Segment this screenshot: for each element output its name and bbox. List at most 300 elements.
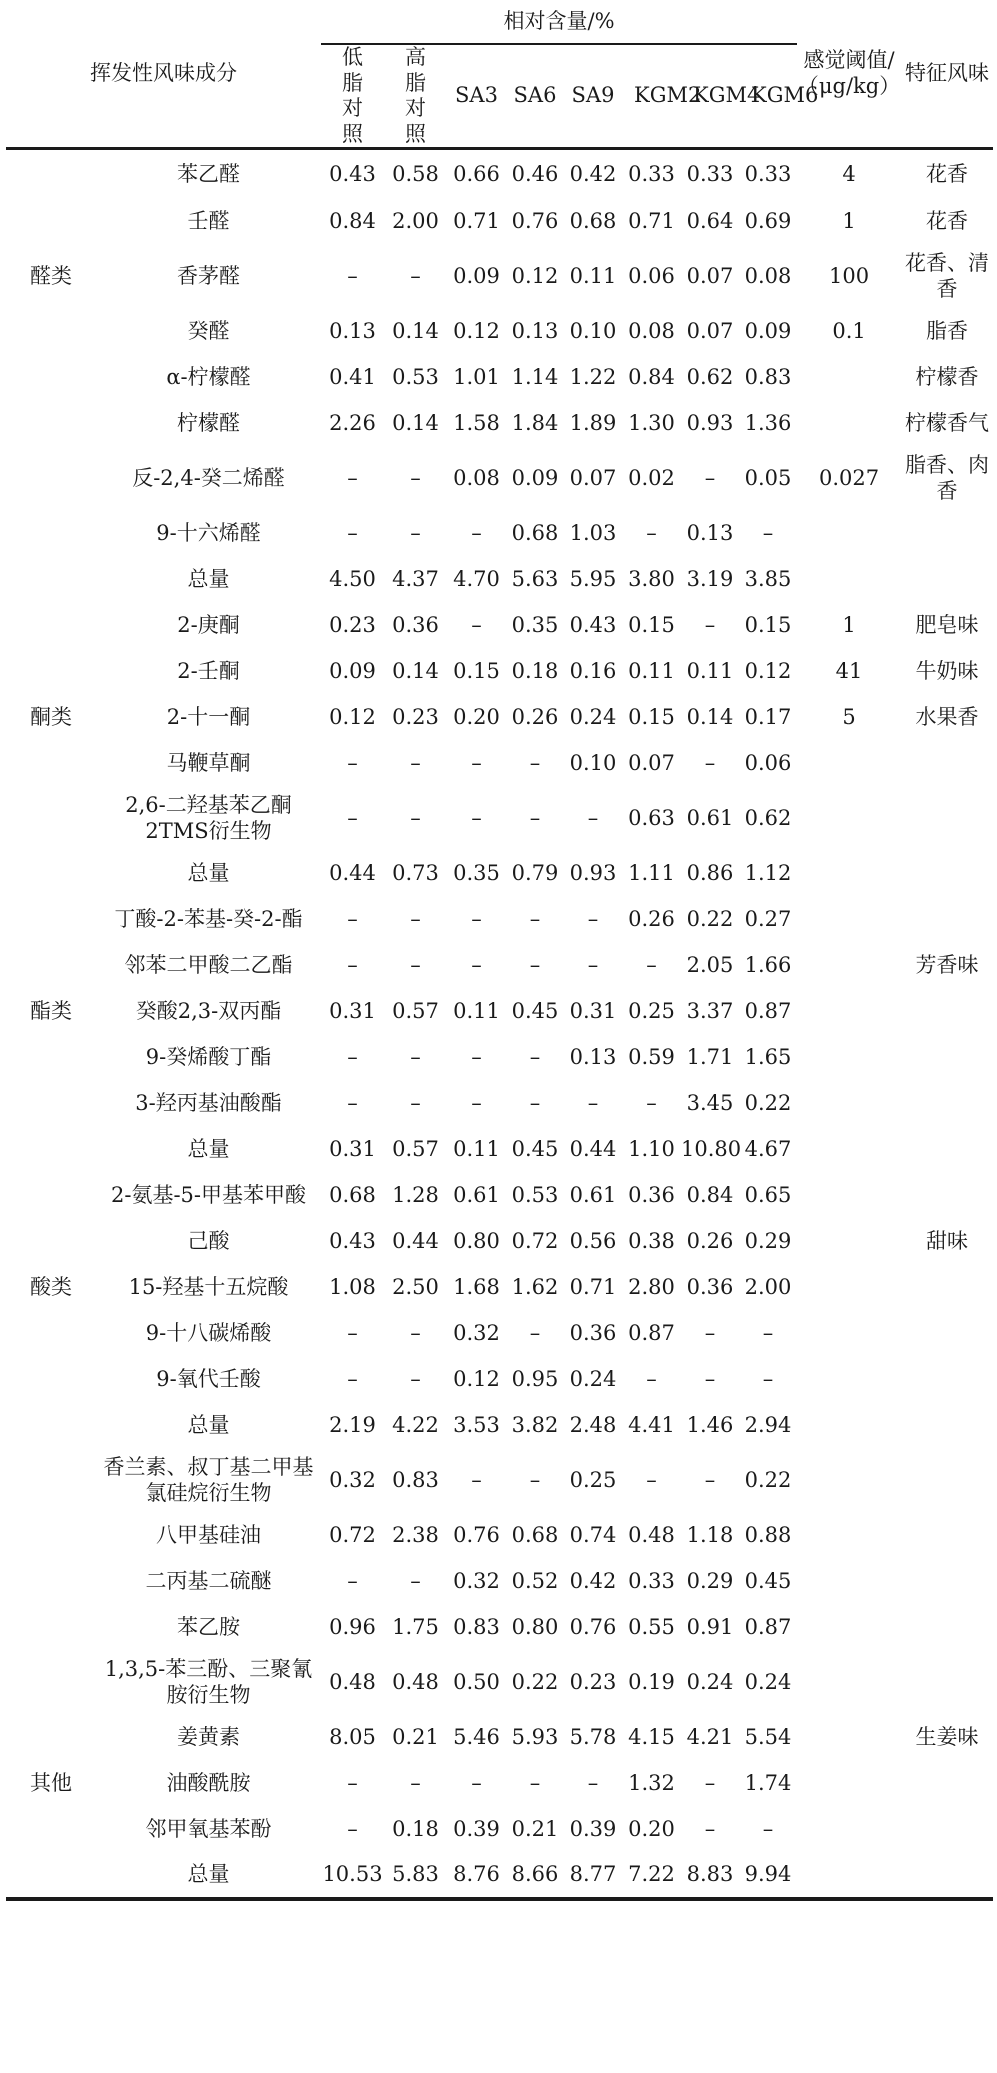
sample-header: 高脂对照	[384, 44, 447, 149]
value-cell: –	[704, 751, 716, 776]
group-cell	[6, 1853, 96, 1899]
value-cell: 0.06	[744, 751, 792, 776]
value-cell: 0.53	[511, 1183, 559, 1208]
threshold-cell	[797, 851, 901, 897]
table-row	[6, 1173, 993, 1219]
value-cell: –	[471, 1045, 482, 1070]
group-label: 酸类	[30, 1275, 72, 1300]
threshold-cell: 100	[828, 264, 870, 289]
value-cell: 1.01	[453, 365, 500, 390]
group-cell	[6, 1173, 96, 1219]
value-cell: –	[704, 1468, 716, 1493]
value-cell: 1.18	[686, 1523, 734, 1548]
value-cell: –	[471, 1468, 482, 1493]
value-cell: 0.52	[511, 1569, 559, 1594]
threshold-cell	[797, 1173, 901, 1219]
threshold-cell	[797, 741, 901, 787]
compound-name: 丁酸-2-苯基-癸-2-酯	[114, 907, 303, 932]
group-cell	[6, 1651, 96, 1715]
value-cell: –	[347, 1045, 358, 1070]
value-cell: 0.27	[744, 907, 792, 932]
value-cell: –	[347, 1091, 358, 1116]
group-cell	[6, 649, 96, 695]
value-cell: 0.57	[392, 999, 439, 1024]
value-cell: 5.95	[569, 567, 617, 592]
flavor-cell	[901, 897, 993, 943]
value-cell: 0.20	[453, 705, 500, 730]
table-row	[6, 1311, 993, 1357]
value-cell: –	[347, 466, 358, 491]
value-cell: 0.83	[744, 365, 792, 390]
value-cell: 0.06	[628, 264, 675, 289]
table-row	[6, 1265, 993, 1311]
table-row	[6, 649, 993, 695]
value-cell: –	[347, 1321, 358, 1346]
value-cell: –	[347, 1569, 358, 1594]
threshold-cell	[797, 1035, 901, 1081]
flavor-cell: 花香	[926, 161, 969, 186]
value-cell: 0.15	[628, 705, 675, 730]
value-cell: 0.23	[569, 1670, 617, 1695]
flavor-cell	[901, 1081, 993, 1127]
value-cell: 10.80	[681, 1137, 742, 1162]
value-cell: 0.62	[686, 365, 734, 390]
value-cell: 0.02	[628, 466, 675, 491]
value-cell: 0.50	[453, 1670, 500, 1695]
value-cell: 0.93	[569, 861, 617, 886]
value-cell: 8.76	[447, 1853, 506, 1899]
value-cell: 0.62	[744, 806, 792, 831]
value-cell: 0.56	[569, 1229, 617, 1254]
value-cell: 1.75	[392, 1615, 439, 1640]
value-cell: –	[347, 521, 358, 546]
value-cell: 1.12	[744, 861, 792, 886]
value-cell: –	[529, 1045, 541, 1070]
value-cell: 0.39	[453, 1817, 500, 1842]
value-cell: –	[347, 1771, 358, 1796]
value-cell: 7.22	[622, 1853, 681, 1899]
value-cell: –	[410, 953, 421, 978]
value-cell: 3.53	[453, 1413, 500, 1438]
value-cell: 0.08	[628, 319, 675, 344]
value-cell: 4.70	[453, 567, 500, 592]
value-cell: 2.05	[686, 953, 734, 978]
group-label: 醛类	[30, 264, 72, 289]
value-cell: 0.15	[453, 659, 500, 684]
value-cell: –	[410, 521, 421, 546]
table-row	[6, 695, 993, 741]
value-cell: 9.94	[739, 1853, 797, 1899]
flavor-cell: 生姜味	[915, 1725, 979, 1750]
value-cell: 0.24	[744, 1670, 792, 1695]
compound-name: 壬醛	[187, 209, 230, 234]
compound-name: 2-十一酮	[166, 705, 251, 730]
compound-name: 邻苯二甲酸二乙酯	[124, 953, 293, 978]
value-cell: –	[410, 751, 421, 776]
table-row	[6, 1357, 993, 1403]
value-cell: 0.10	[569, 751, 617, 776]
value-cell: –	[704, 1321, 716, 1346]
flavor-cell: 花香、清香	[905, 251, 990, 301]
value-cell: 0.45	[511, 1137, 559, 1162]
value-cell: 2.48	[569, 1413, 617, 1438]
group-cell	[6, 1449, 96, 1513]
group-cell	[6, 851, 96, 897]
flavor-cell	[901, 1311, 993, 1357]
compound-name: 总量	[187, 861, 230, 886]
threshold-cell	[797, 1403, 901, 1449]
threshold-cell	[797, 1311, 901, 1357]
compound-name: 癸酸2,3-双丙酯	[135, 999, 282, 1024]
group-cell	[6, 943, 96, 989]
value-cell: –	[529, 1091, 541, 1116]
flavor-cell: 水果香	[915, 705, 979, 730]
value-cell: 3.82	[511, 1413, 559, 1438]
value-cell: 0.46	[511, 161, 559, 186]
value-cell: 2.00	[392, 209, 439, 234]
value-cell: –	[529, 1468, 541, 1493]
value-cell: 1.30	[628, 411, 675, 436]
threshold-cell	[797, 1605, 901, 1651]
flavor-cell: 脂香、肉香	[905, 453, 990, 503]
threshold-cell	[797, 943, 901, 989]
value-cell: –	[410, 907, 421, 932]
compound-name: 马鞭草酮	[166, 751, 251, 776]
value-cell: 0.71	[569, 1275, 617, 1300]
table-row	[6, 943, 993, 989]
flavor-cell: 肥皂味	[915, 613, 979, 638]
value-cell: 0.39	[569, 1817, 617, 1842]
threshold-cell: 4	[842, 161, 856, 186]
value-cell: 0.74	[569, 1523, 617, 1548]
threshold-cell	[797, 1807, 901, 1853]
value-cell: –	[762, 1321, 774, 1346]
value-cell: 0.08	[744, 264, 792, 289]
value-cell: 0.61	[569, 1183, 617, 1208]
flavor-header: 特征风味	[901, 0, 993, 149]
flavor-cell: 脂香	[926, 319, 969, 344]
value-cell: –	[646, 953, 657, 978]
value-cell: 0.95	[511, 1367, 559, 1392]
compound-name: α-柠檬醛	[166, 365, 251, 390]
table-row	[6, 1853, 993, 1899]
flavor-cell: 芳香味	[915, 953, 979, 978]
group-cell	[6, 557, 96, 603]
compound-name: 9-十八碳烯酸	[145, 1321, 272, 1346]
compound-name: 己酸	[187, 1229, 230, 1254]
value-cell: 0.07	[569, 466, 617, 491]
group-cell	[6, 1081, 96, 1127]
value-cell: 1.46	[686, 1413, 734, 1438]
value-cell: 0.26	[511, 705, 559, 730]
table-row	[6, 897, 993, 943]
value-cell: –	[704, 1771, 716, 1796]
value-cell: 0.19	[628, 1670, 675, 1695]
threshold-cell	[797, 511, 901, 557]
group-cell	[6, 401, 96, 447]
threshold-cell: 5	[842, 705, 856, 730]
value-cell: –	[347, 806, 358, 831]
value-cell: –	[410, 1367, 421, 1392]
value-cell: 0.48	[392, 1670, 439, 1695]
value-cell: 0.29	[686, 1569, 734, 1594]
value-cell: 0.76	[569, 1615, 617, 1640]
value-cell: –	[587, 907, 599, 932]
value-cell: 0.11	[453, 999, 500, 1024]
value-cell: –	[471, 1091, 482, 1116]
compound-name: 姜黄素	[177, 1725, 240, 1750]
threshold-cell	[797, 897, 901, 943]
threshold-cell	[797, 1449, 901, 1513]
value-cell: 0.18	[511, 659, 559, 684]
value-cell: 0.24	[686, 1670, 734, 1695]
value-cell: 0.20	[628, 1817, 675, 1842]
value-cell: 0.68	[569, 209, 617, 234]
value-cell: –	[410, 806, 421, 831]
value-cell: 2.38	[392, 1523, 439, 1548]
compound-name: 总量	[187, 1413, 230, 1438]
value-cell: 0.68	[329, 1183, 376, 1208]
volatile-flavor-table	[6, 0, 993, 1901]
flavor-cell	[901, 557, 993, 603]
value-cell: 0.09	[453, 264, 500, 289]
value-cell: –	[587, 953, 599, 978]
compound-name: 9-十六烯醛	[156, 521, 261, 546]
group-label: 酮类	[30, 705, 72, 730]
component-header: 挥发性风味成分	[6, 0, 321, 149]
value-cell: –	[646, 1468, 657, 1493]
sample-header: SA6	[506, 44, 564, 149]
flavor-cell	[901, 1807, 993, 1853]
value-cell: 0.88	[744, 1523, 792, 1548]
sample-header: SA3	[447, 44, 506, 149]
value-cell: 0.72	[329, 1523, 376, 1548]
value-cell: 1.10	[628, 1137, 675, 1162]
value-cell: 0.24	[569, 1367, 617, 1392]
value-cell: –	[471, 1771, 482, 1796]
value-cell: 0.13	[329, 319, 376, 344]
content-header: 相对含量/%	[321, 0, 797, 44]
value-cell: 0.11	[628, 659, 675, 684]
compound-name: 反-2,4-癸二烯醛	[132, 466, 285, 491]
value-cell: 0.53	[392, 365, 439, 390]
value-cell: 0.42	[569, 161, 617, 186]
value-cell: 0.21	[392, 1725, 439, 1750]
value-cell: 0.31	[329, 999, 376, 1024]
value-cell: 1.89	[569, 411, 617, 436]
flavor-cell	[901, 1035, 993, 1081]
value-cell: –	[410, 1091, 421, 1116]
group-cell	[6, 1513, 96, 1559]
value-cell: 0.21	[511, 1817, 559, 1842]
value-cell: –	[646, 1091, 657, 1116]
value-cell: 0.33	[628, 161, 675, 186]
group-cell	[6, 741, 96, 787]
group-cell	[6, 1311, 96, 1357]
compound-name: 癸醛	[187, 319, 230, 344]
value-cell: –	[471, 613, 482, 638]
table-row	[6, 149, 993, 199]
compound-name: 15-羟基十五烷酸	[128, 1275, 289, 1300]
flavor-cell	[901, 989, 993, 1035]
value-cell: –	[762, 521, 774, 546]
value-cell: 0.12	[329, 705, 376, 730]
value-cell: 0.11	[686, 659, 734, 684]
compound-name: 油酸酰胺	[166, 1771, 251, 1796]
compound-name: 总量	[187, 567, 230, 592]
value-cell: 0.63	[628, 806, 675, 831]
compound-name: 2-庚酮	[177, 613, 240, 638]
value-cell: –	[410, 466, 421, 491]
threshold-cell: 41	[835, 659, 863, 684]
flavor-cell: 花香	[926, 209, 969, 234]
value-cell: 2.19	[329, 1413, 376, 1438]
value-cell: 0.32	[453, 1321, 500, 1346]
table-row	[6, 511, 993, 557]
value-cell: 0.26	[686, 1229, 734, 1254]
compound-name: 2,6-二羟基苯乙酮2TMS衍生物	[125, 793, 292, 843]
value-cell: 1.22	[569, 365, 617, 390]
value-cell: 8.83	[681, 1853, 739, 1899]
value-cell: 0.05	[744, 466, 792, 491]
value-cell: 2.00	[744, 1275, 792, 1300]
table-row	[6, 199, 993, 245]
table-row	[6, 1715, 993, 1761]
table-row	[6, 1035, 993, 1081]
value-cell: 0.14	[392, 411, 439, 436]
value-cell: 0.22	[744, 1468, 792, 1493]
group-label: 其他	[30, 1771, 72, 1796]
value-cell: 0.14	[392, 319, 439, 344]
value-cell: 0.93	[686, 411, 734, 436]
threshold-cell: 0.027	[818, 466, 880, 491]
value-cell: –	[529, 751, 541, 776]
value-cell: 0.84	[686, 1183, 734, 1208]
value-cell: 0.14	[686, 705, 734, 730]
compound-name: 八甲基硅油	[156, 1523, 261, 1548]
value-cell: –	[704, 1367, 716, 1392]
flavor-cell	[901, 511, 993, 557]
value-cell: 0.68	[511, 521, 559, 546]
value-cell: 0.43	[329, 161, 376, 186]
value-cell: 0.36	[686, 1275, 734, 1300]
value-cell: –	[347, 264, 358, 289]
sample-header: KGM2	[622, 44, 681, 149]
table-row	[6, 989, 993, 1035]
group-cell	[6, 149, 96, 199]
value-cell: 0.91	[686, 1615, 734, 1640]
value-cell: 1.66	[744, 953, 792, 978]
table-row	[6, 1403, 993, 1449]
value-cell: 0.55	[628, 1615, 675, 1640]
threshold-cell: 1	[842, 209, 856, 234]
value-cell: 2.26	[329, 411, 376, 436]
value-cell: 0.71	[453, 209, 500, 234]
value-cell: –	[529, 1771, 541, 1796]
value-cell: 0.48	[628, 1523, 675, 1548]
value-cell: 0.35	[511, 613, 559, 638]
value-cell: 0.24	[569, 705, 617, 730]
value-cell: 0.22	[686, 907, 734, 932]
value-cell: 5.78	[569, 1725, 617, 1750]
value-cell: 0.36	[569, 1321, 617, 1346]
value-cell: 0.11	[569, 264, 617, 289]
compound-name: 3-羟丙基油酸酯	[135, 1091, 282, 1116]
value-cell: 0.08	[453, 466, 500, 491]
value-cell: 0.07	[628, 751, 675, 776]
flavor-cell	[901, 1127, 993, 1173]
value-cell: –	[587, 1771, 599, 1796]
table-row	[6, 1559, 993, 1605]
flavor-cell	[901, 1403, 993, 1449]
value-cell: 0.33	[686, 161, 734, 186]
value-cell: 0.26	[628, 907, 675, 932]
value-cell: 0.35	[453, 861, 500, 886]
threshold-cell	[797, 1127, 901, 1173]
threshold-cell	[797, 557, 901, 603]
value-cell: 5.83	[384, 1853, 447, 1899]
threshold-cell	[797, 1219, 901, 1265]
value-cell: –	[646, 1367, 657, 1392]
table-row	[6, 741, 993, 787]
value-cell: 2.50	[392, 1275, 439, 1300]
group-cell	[6, 1403, 96, 1449]
value-cell: 0.44	[569, 1137, 617, 1162]
compound-name: 9-癸烯酸丁酯	[145, 1045, 272, 1070]
value-cell: –	[587, 1091, 599, 1116]
flavor-cell	[901, 741, 993, 787]
value-cell: 0.80	[453, 1229, 500, 1254]
value-cell: –	[410, 1045, 421, 1070]
value-cell: –	[410, 1321, 421, 1346]
table-row	[6, 557, 993, 603]
compound-name: 2-壬酮	[177, 659, 240, 684]
value-cell: 0.12	[744, 659, 792, 684]
value-cell: 0.48	[329, 1670, 376, 1695]
table-row	[6, 245, 993, 309]
value-cell: 0.09	[329, 659, 376, 684]
threshold-cell: 1	[842, 613, 856, 638]
value-cell: 1.32	[628, 1771, 675, 1796]
group-cell	[6, 447, 96, 511]
flavor-cell: 牛奶味	[915, 659, 979, 684]
value-cell: 0.71	[628, 209, 675, 234]
value-cell: 8.77	[564, 1853, 622, 1899]
value-cell: 1.36	[744, 411, 792, 436]
value-cell: 4.15	[628, 1725, 675, 1750]
value-cell: 0.11	[453, 1137, 500, 1162]
value-cell: 0.61	[686, 806, 734, 831]
flavor-cell	[901, 1265, 993, 1311]
value-cell: 1.11	[628, 861, 675, 886]
threshold-cell	[797, 989, 901, 1035]
threshold-cell	[797, 1513, 901, 1559]
group-cell	[6, 1035, 96, 1081]
group-cell	[6, 1807, 96, 1853]
group-cell	[6, 1559, 96, 1605]
value-cell: 0.25	[628, 999, 675, 1024]
value-cell: –	[762, 1817, 774, 1842]
group-cell	[6, 897, 96, 943]
value-cell: 0.13	[511, 319, 559, 344]
value-cell: 0.12	[453, 1367, 500, 1392]
group-cell	[6, 603, 96, 649]
value-cell: 1.74	[744, 1771, 792, 1796]
value-cell: 0.25	[569, 1468, 617, 1493]
value-cell: 1.71	[686, 1045, 734, 1070]
table-row	[6, 851, 993, 897]
value-cell: 0.33	[628, 1569, 675, 1594]
